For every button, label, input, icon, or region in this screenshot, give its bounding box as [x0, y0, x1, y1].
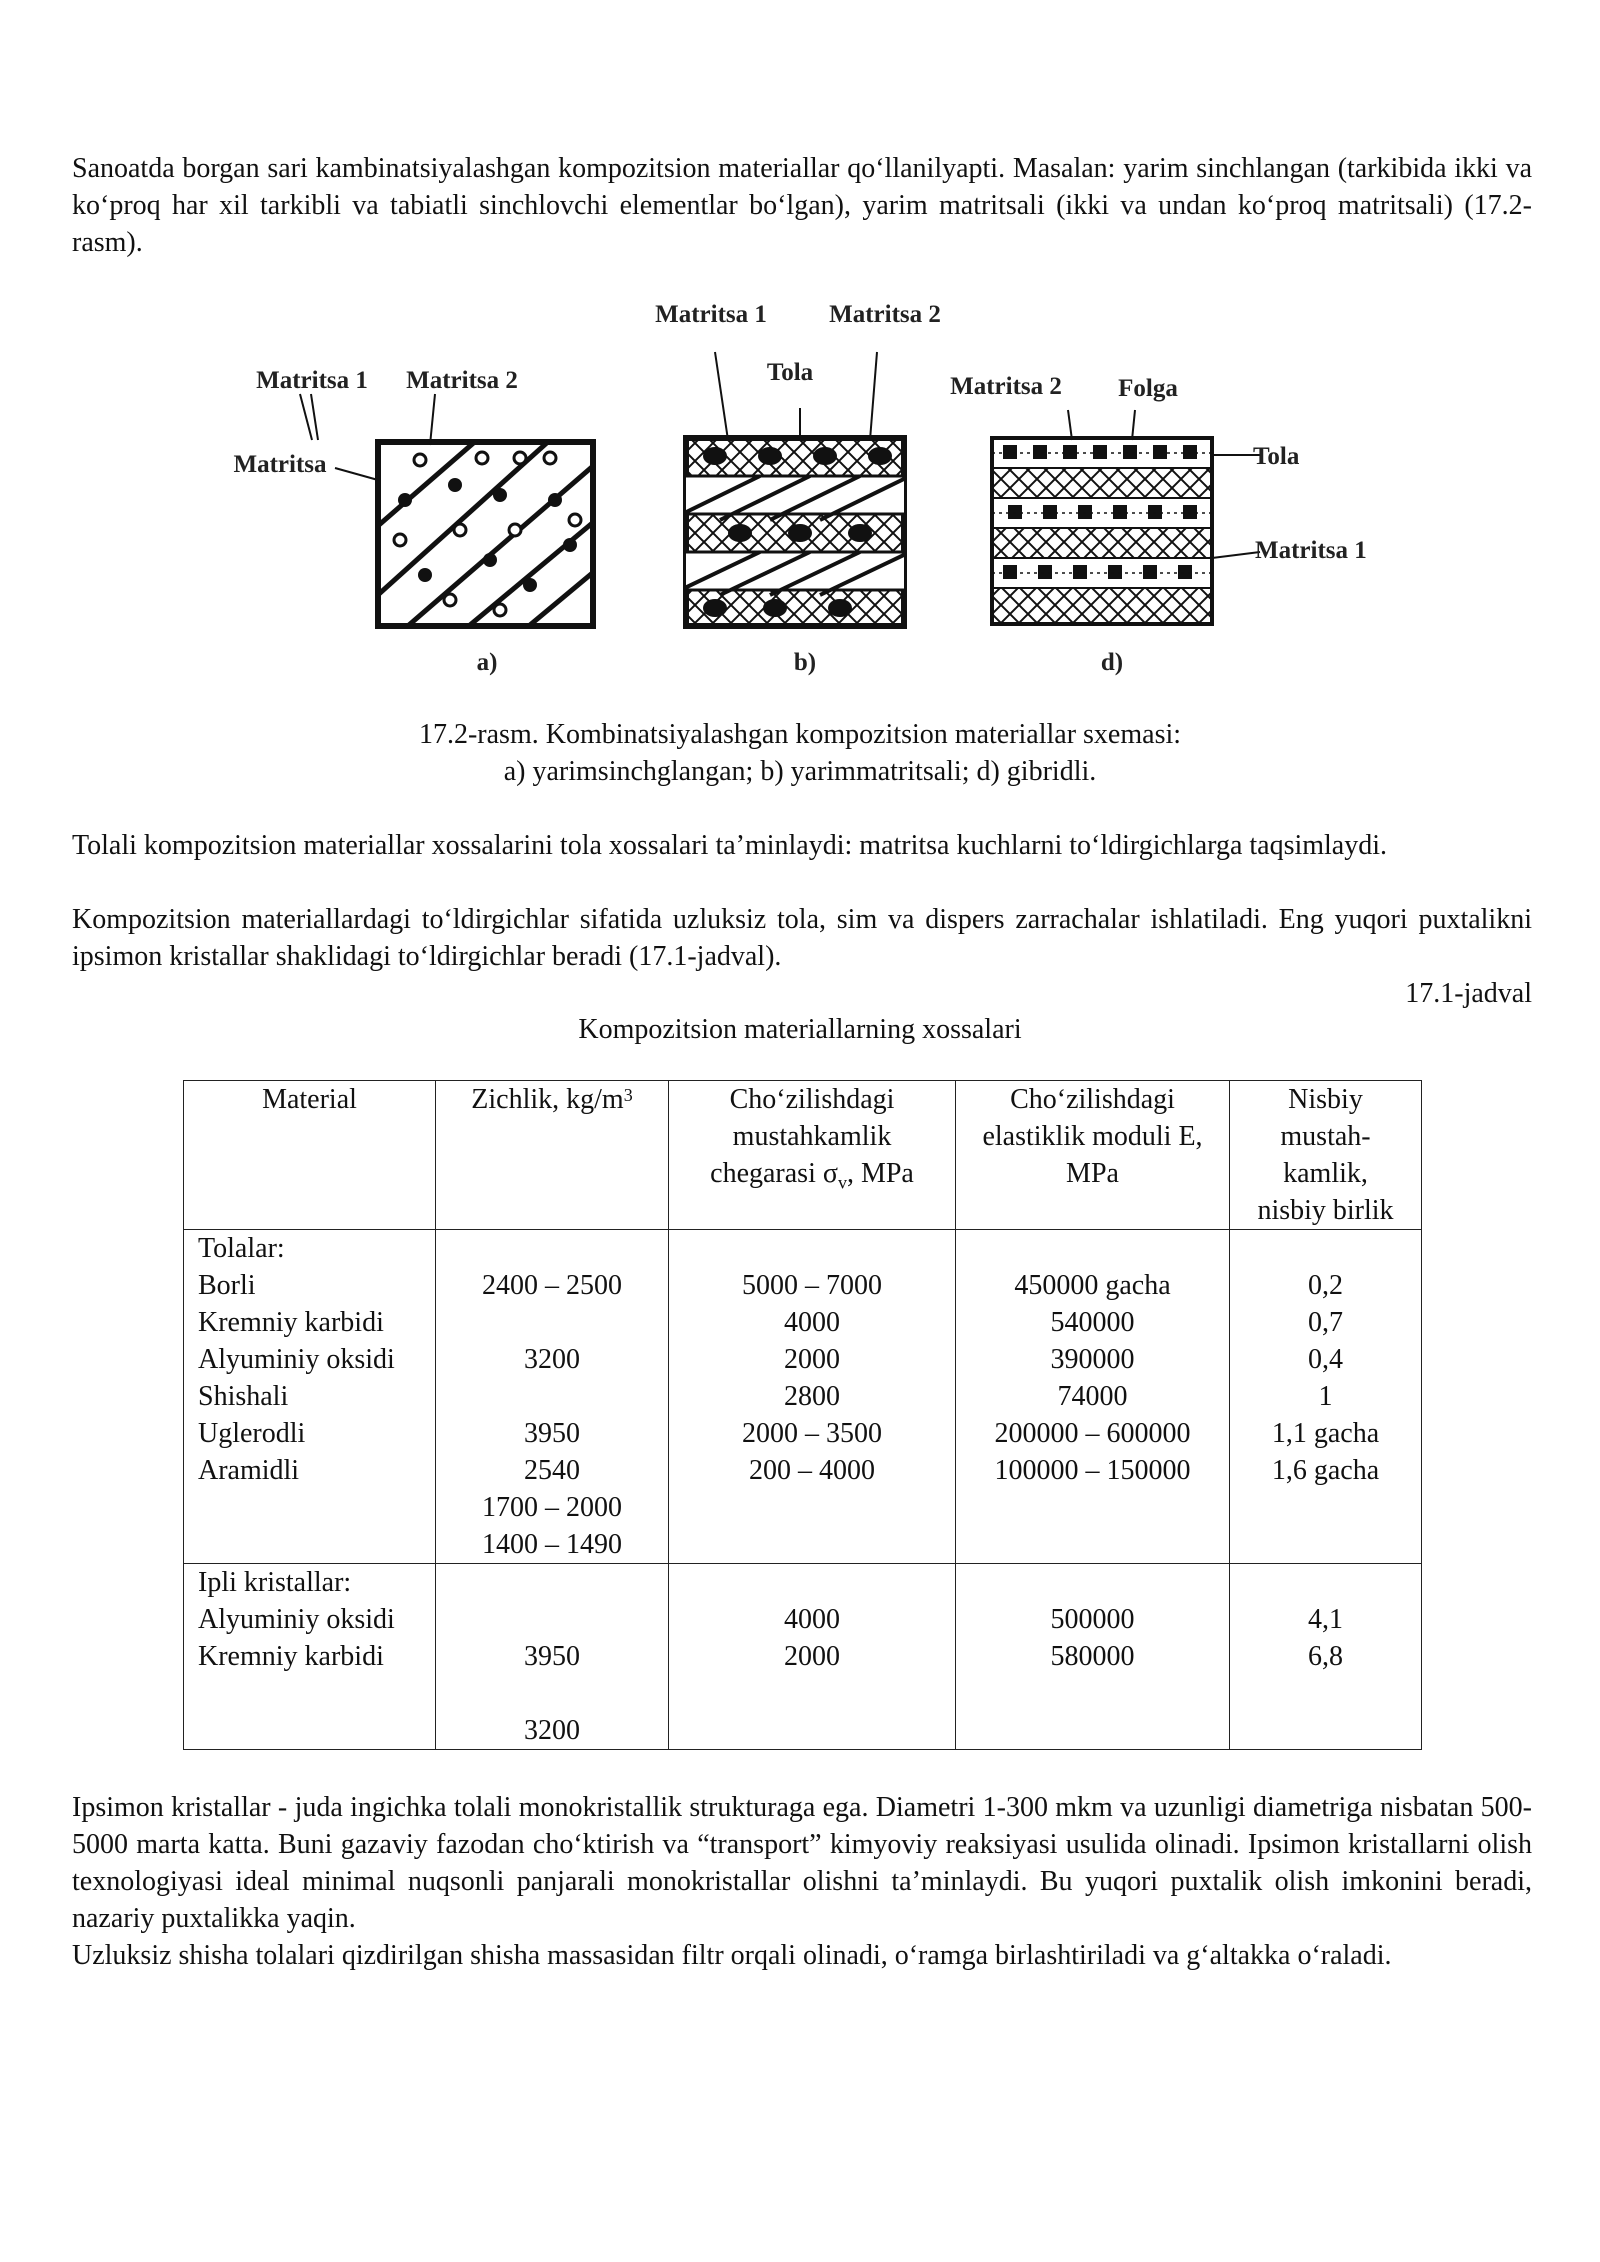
cell-line: 540000 [1050, 1307, 1135, 1338]
cell-line: Aramidli [198, 1455, 300, 1486]
cell-line: 2000 [784, 1641, 840, 1672]
cell-line [436, 1230, 668, 1267]
table-title: Kompozitsion materiallarning xossalari [578, 1014, 1022, 1045]
cell-line: 2000 [784, 1344, 840, 1375]
cell-line: 0,4 [1308, 1344, 1343, 1375]
cell-line: 4000 [784, 1307, 840, 1338]
cell-density [436, 1564, 669, 1750]
table-group-whiskers [184, 1564, 1422, 1750]
label-d-tola: Tola [1253, 443, 1300, 470]
cell-line: 0,2 [1308, 1270, 1343, 1301]
cell-modulus [956, 1230, 1230, 1564]
cell-line [956, 1230, 1229, 1267]
label-d-matritsa1: Matritsa 1 [1255, 537, 1367, 564]
cell-line [436, 1378, 668, 1415]
table-header-row [184, 1081, 1422, 1230]
cell-line: Uglerodli [198, 1418, 306, 1449]
sublabel-a: a) [476, 649, 498, 676]
diagram-b [670, 352, 910, 626]
cell-line: 5000 – 7000 [742, 1270, 882, 1301]
cell-materials [184, 1564, 436, 1750]
cell-line: Alyuminiy oksidi [198, 1344, 395, 1375]
label-b-tola: Tola [766, 359, 814, 386]
cell-line: 3950 [524, 1418, 580, 1449]
cell-relative [1230, 1564, 1422, 1750]
cell-materials [184, 1230, 436, 1564]
cell-line: Kremniy karbidi [198, 1641, 384, 1672]
composite-schematic-figure [200, 290, 1420, 690]
cell-line: 580000 [1050, 1641, 1135, 1672]
diagram-d [992, 410, 1260, 624]
cell-line: 200000 – 600000 [994, 1418, 1191, 1449]
cell-line [669, 1564, 955, 1601]
cell-line: Alyuminiy oksidi [198, 1604, 395, 1635]
label-a-matritsa1: Matritsa 1 [256, 367, 368, 394]
label-d-folga: Folga [1118, 375, 1178, 402]
intro-paragraph: Sanoatda borgan sari kambinatsiyalashgan kompozitsion materiallar qo‘llanilyapti. Masalan: yarim sinchlangan (tarkibida ikki va ko‘proq har xil tarkibli va tabiatli sinchlovchi elementlar bo‘lgan), yarim matritsali (ikki va undan ko‘proq matritsali) (17.2-rasm). [72, 153, 1532, 258]
figure-caption-line1: 17.2-rasm. Kombinatsiyalashgan kompozitsion materiallar sxemasi: [418, 719, 1182, 750]
header-modulus: Cho‘zilishdagi elastiklik moduli E, MPa [956, 1081, 1230, 1230]
cell-line: 1 [1318, 1381, 1333, 1412]
cell-line: 2400 – 2500 [482, 1270, 622, 1301]
table-number-label: 17.1-jadval [1405, 978, 1532, 1009]
cell-line [1230, 1564, 1421, 1601]
cell-line: 1700 – 2000 [482, 1492, 622, 1523]
cell-strength [669, 1230, 956, 1564]
cell-line: 3950 [524, 1641, 580, 1672]
paragraph-glass-fibers: Uzluksiz shisha tolalari qizdirilgan shisha massasidan filtr orqali olinadi, o‘ramga birlashtiriladi va g‘altakka o‘raladi. [72, 1940, 1392, 1971]
sublabel-b: b) [793, 649, 817, 676]
cell-line: Kremniy karbidi [198, 1307, 384, 1338]
cell-line: 2800 [784, 1381, 840, 1412]
cell-line: 74000 [1057, 1381, 1128, 1412]
label-a-matritsa2: Matritsa 2 [406, 367, 518, 394]
label-a-matritsa: Matritsa [233, 451, 327, 478]
cell-line: Ipli kristallar: [198, 1567, 352, 1598]
cell-line: Borli [198, 1270, 256, 1301]
cell-line [436, 1564, 668, 1601]
cell-line: 4000 [784, 1604, 840, 1635]
cell-line: 200 – 4000 [749, 1455, 875, 1486]
cell-line [956, 1564, 1229, 1601]
cell-line [1230, 1230, 1421, 1267]
cell-line: Tolalar: [198, 1233, 285, 1264]
cell-line [669, 1230, 955, 1267]
figure-caption-line2: a) yarimsinchglangan; b) yarimmatritsali; d) gibridli. [503, 756, 1097, 787]
header-density: Zichlik, $kg/m^3$ [436, 1081, 669, 1230]
cell-line: 450000 gacha [1014, 1270, 1171, 1301]
cell-line [436, 1601, 668, 1638]
cell-relative [1230, 1230, 1422, 1564]
paragraph-whiskers: Ipsimon kristallar - juda ingichka tolali monokristallik strukturaga ega. Diametri 1-300 mkm va uzunligi diametriga nisbatan 500-5000 marta katta. Buni gazaviy fazodan cho‘ktirish va “transport” kimyoviy reaksiyasi usulida olinadi. Ipsimon kristallarni olish texnologiyasi ideal minimal nuqsonli panjarali monokristallar olishni ta’minlaydi. Bu yuqori puxtalik olish imkonini beradi, nazariy puxtalikka yaqin. [72, 1792, 1532, 1934]
label-b-matritsa2: Matritsa 2 [829, 301, 941, 328]
cell-line: 0,7 [1308, 1307, 1343, 1338]
paragraph-fiber-properties: Tolali kompozitsion materiallar xossalarini tola xossalari ta’minlaydi: matritsa kuchlarni to‘ldirgichlarga taqsimlaydi. [72, 830, 1388, 861]
diagram-a [300, 394, 620, 650]
cell-line: Shishali [198, 1381, 289, 1412]
label-b-matritsa1: Matritsa 1 [655, 301, 767, 328]
cell-line: 390000 [1050, 1344, 1135, 1375]
cell-line: 100000 – 150000 [994, 1455, 1191, 1486]
cell-modulus [956, 1564, 1230, 1750]
label-d-matritsa2: Matritsa 2 [950, 373, 1062, 400]
cell-line [436, 1675, 668, 1712]
paragraph-fillers: Kompozitsion materiallardagi to‘ldirgichlar sifatida uzluksiz tola, sim va dispers zarrachalar ishlatiladi. Eng yuqori puxtalikni ipsimon kristallar shaklidagi to‘ldirgichlar beradi (17.1-jadval). [72, 904, 1532, 972]
cell-line: 3200 [524, 1344, 580, 1375]
cell-line: 2540 [524, 1455, 580, 1486]
cell-line: 1,6 gacha [1271, 1455, 1380, 1486]
header-strength: Cho‘zilishdagi mustahkamlik chegarasi $\sigma_v$, MPa [669, 1081, 956, 1230]
sublabel-d: d) [1100, 649, 1124, 676]
header-material: Material [184, 1081, 436, 1230]
cell-line: 2000 – 3500 [742, 1418, 882, 1449]
table-group-fibers [184, 1230, 1422, 1564]
cell-strength [669, 1564, 956, 1750]
cell-line: 3200 [524, 1715, 580, 1746]
cell-line: 4,1 [1308, 1604, 1343, 1635]
header-relative-strength: Nisbiy mustah- kamlik, nisbiy birlik [1230, 1081, 1422, 1230]
cell-line: 1400 – 1490 [482, 1529, 622, 1560]
cell-line: 500000 [1050, 1604, 1135, 1635]
cell-density [436, 1230, 669, 1564]
properties-table [183, 1080, 1422, 1750]
cell-line: 6,8 [1308, 1641, 1343, 1672]
cell-line: 1,1 gacha [1271, 1418, 1380, 1449]
cell-line [436, 1304, 668, 1341]
